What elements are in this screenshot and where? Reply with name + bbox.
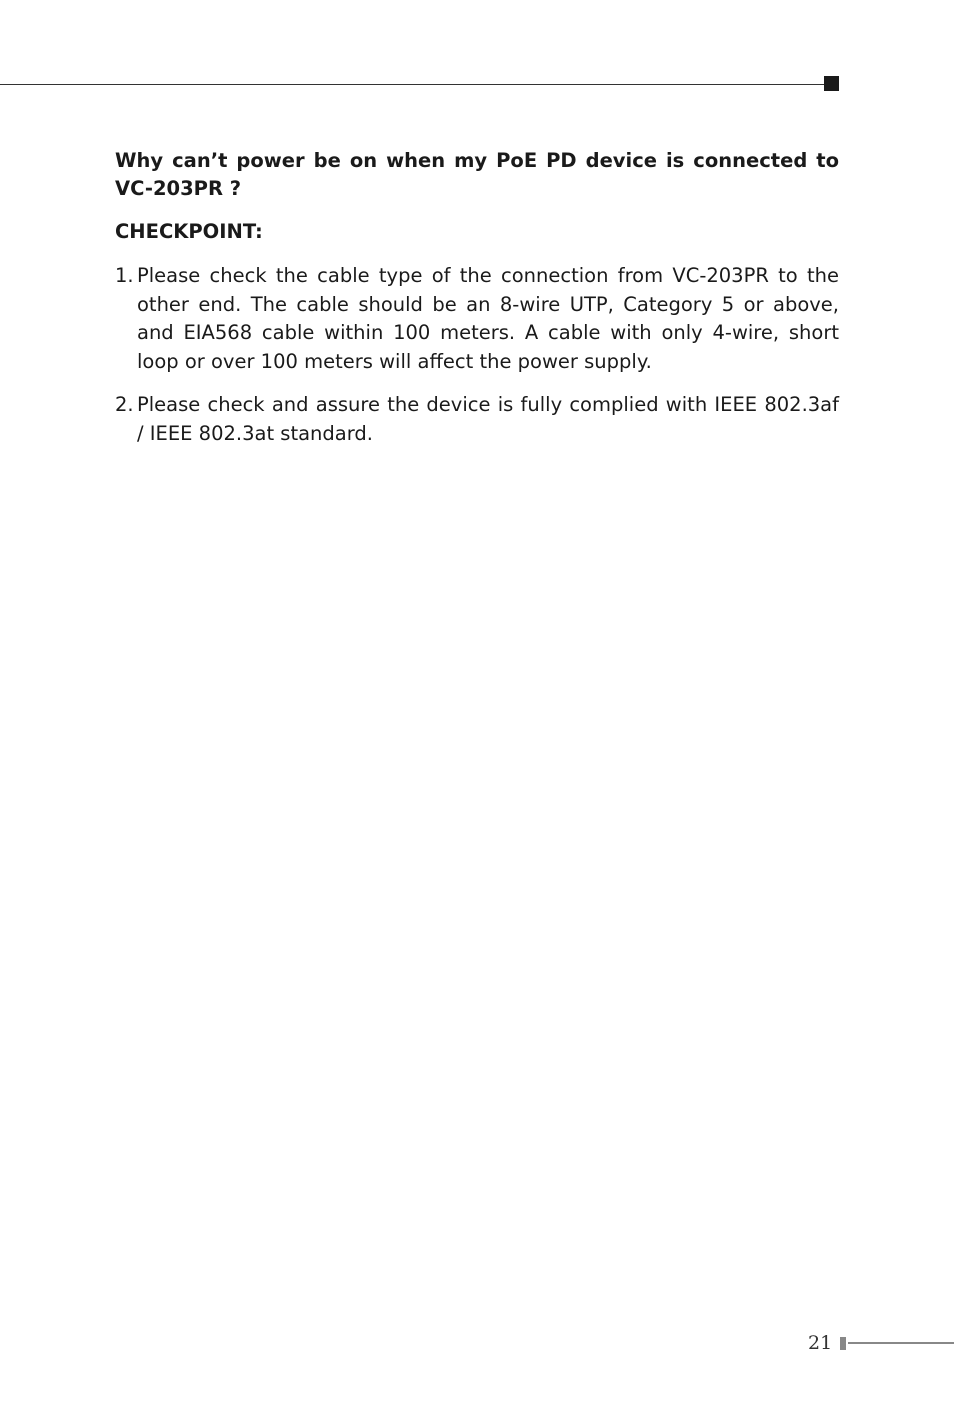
checkpoint-item (115, 391, 839, 448)
footer-marker (840, 1337, 846, 1350)
header-square-marker (824, 76, 839, 91)
step-text: Please check and assure the device is fully complied with IEEE 802.3af / IEEE 802.3at standard. (137, 393, 839, 445)
checkpoint-item (115, 262, 839, 376)
page-number: 21 (808, 1332, 833, 1354)
step-number: 2. (115, 393, 134, 416)
checkpoint-list (115, 262, 839, 448)
footer-rule (848, 1342, 954, 1344)
page-content (115, 147, 839, 463)
step-number: 1. (115, 264, 134, 287)
header-rule (0, 84, 826, 85)
checkpoint-heading: CHECKPOINT: (115, 220, 263, 243)
faq-question: Why can’t power be on when my PoE PD device is connected to VC-203PR ? (115, 149, 839, 200)
step-text: Please check the cable type of the connection from VC-203PR to the other end. The cable should be an 8-wire UTP, Category 5 or above, and EIA568 cable within 100 meters. A cable with only 4-wire, short loop or over 100 meters will affect the power supply. (137, 264, 839, 373)
